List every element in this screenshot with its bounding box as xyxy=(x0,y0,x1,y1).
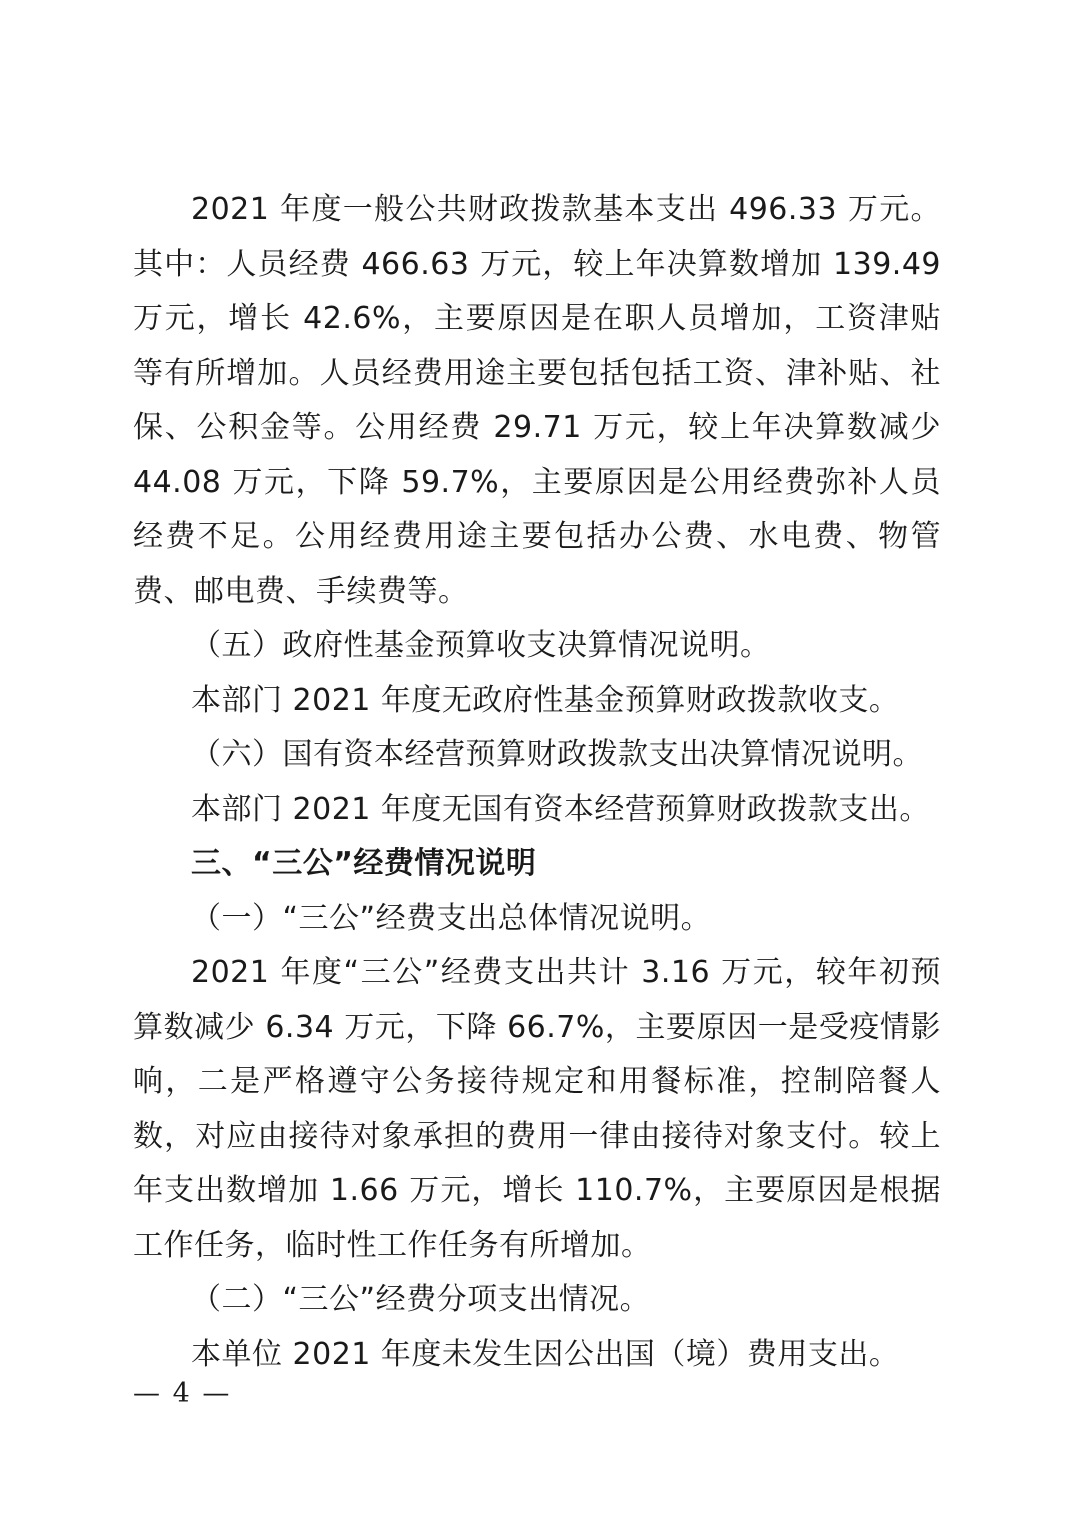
paragraph-three-public-overall: 2021 年度“三公”经费支出共计 3.16 万元，较年初预算数减少 6.34 万元，下降 66.7%，主要原因一是受疫情影响，二是严格遵守公务接待规定和用餐标准，控制陪餐人数，对应由接待对象承担的费用一律由接待对象支付。较上年支出数增加 1.66 万元，增长 110.7%，主要原因是根据工作任务，临时性工作任务有所增加。 xyxy=(133,955,941,1263)
page-number: — 4 — xyxy=(133,1378,232,1409)
paragraph-government-fund: 本部门 2021 年度无政府性基金预算财政拨款收支。 xyxy=(191,682,900,718)
heading-government-fund: （五）政府性基金预算收支决算情况说明。 xyxy=(191,628,771,663)
heading-state-capital: （六）国有资本经营预算财政拨款支出决算情况说明。 xyxy=(191,737,923,772)
heading-three-public-overall: （一）“三公”经费支出总体情况说明。 xyxy=(191,900,712,936)
section-heading-three-public: 三、“三公”经费情况说明 xyxy=(191,846,537,881)
paragraph-overseas-travel: 本单位 2021 年度未发生因公出国（境）费用支出。 xyxy=(191,1336,900,1372)
paragraph-state-capital: 本部门 2021 年度无国有资本经营预算财政拨款支出。 xyxy=(191,791,930,827)
heading-three-public-itemized: （二）“三公”经费分项支出情况。 xyxy=(191,1282,651,1317)
document-body xyxy=(133,183,941,1382)
paragraph-basic-expenditure: 2021 年度一般公共财政拨款基本支出 496.33 万元。其中：人员经费 466.63 万元，较上年决算数增加 139.49 万元，增长 42.6%，主要原因是在职人员增加，工资津贴等有所增加。人员经费用途主要包括包括工资、津补贴、社保、公积金等。公用经费 29.71 万元，较上年决算数减少 44.08 万元，下降 59.7%，主要原因是公用经费弥补人员经费不足。公用经费用途主要包括办公费、水电费、物管费、邮电费、手续费等。 xyxy=(133,192,941,609)
